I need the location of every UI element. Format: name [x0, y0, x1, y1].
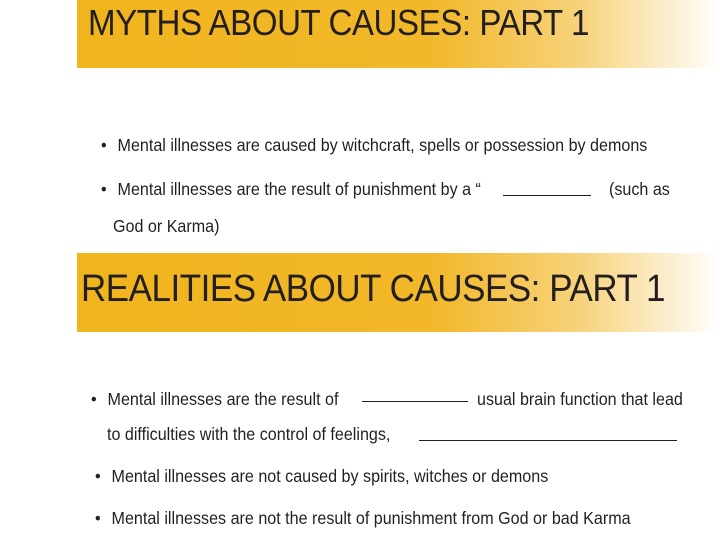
realities-heading-banner [77, 253, 720, 332]
fill-in-blank-line [419, 440, 677, 441]
realities-item-3-text: Mental illnesses are not the result of punishment from God or bad Karma [111, 508, 631, 528]
realities-item-2-text: Mental illnesses are not caused by spirits, witches or demons [111, 466, 549, 486]
realities-heading: REALITIES ABOUT CAUSES: PART 1 [81, 268, 665, 310]
myths-item-1-text: Mental illnesses are caused by witchcraft, spells or possession by demons [117, 135, 648, 155]
myths-item-2-text: Mental illnesses are the result of punishment by a “ [117, 179, 481, 199]
realities-item-1-start: Mental illnesses are the result of [107, 389, 339, 409]
myths-heading-banner [77, 0, 720, 68]
realities-item-2 [95, 466, 548, 487]
fill-in-blank-line [503, 195, 591, 196]
realities-item-3 [95, 508, 631, 529]
fill-in-blank-line [362, 401, 468, 402]
myths-item-2-tail: (such as [609, 179, 670, 199]
bullet-icon: • [91, 389, 97, 409]
myths-heading: MYTHS ABOUT CAUSES: PART 1 [88, 2, 589, 43]
realities-item-1-continuation: to difficulties with the control of feelings, [107, 424, 391, 444]
bullet-icon: • [101, 135, 107, 155]
realities-item-1 [91, 389, 338, 410]
bullet-icon: • [101, 179, 107, 199]
myths-item-2 [101, 179, 481, 200]
realities-item-1-tail: usual brain function that lead [477, 389, 683, 409]
myths-item-2-continuation: God or Karma) [113, 216, 220, 236]
myths-item-1 [101, 135, 647, 156]
bullet-icon: • [95, 508, 101, 528]
bullet-icon: • [95, 466, 101, 486]
